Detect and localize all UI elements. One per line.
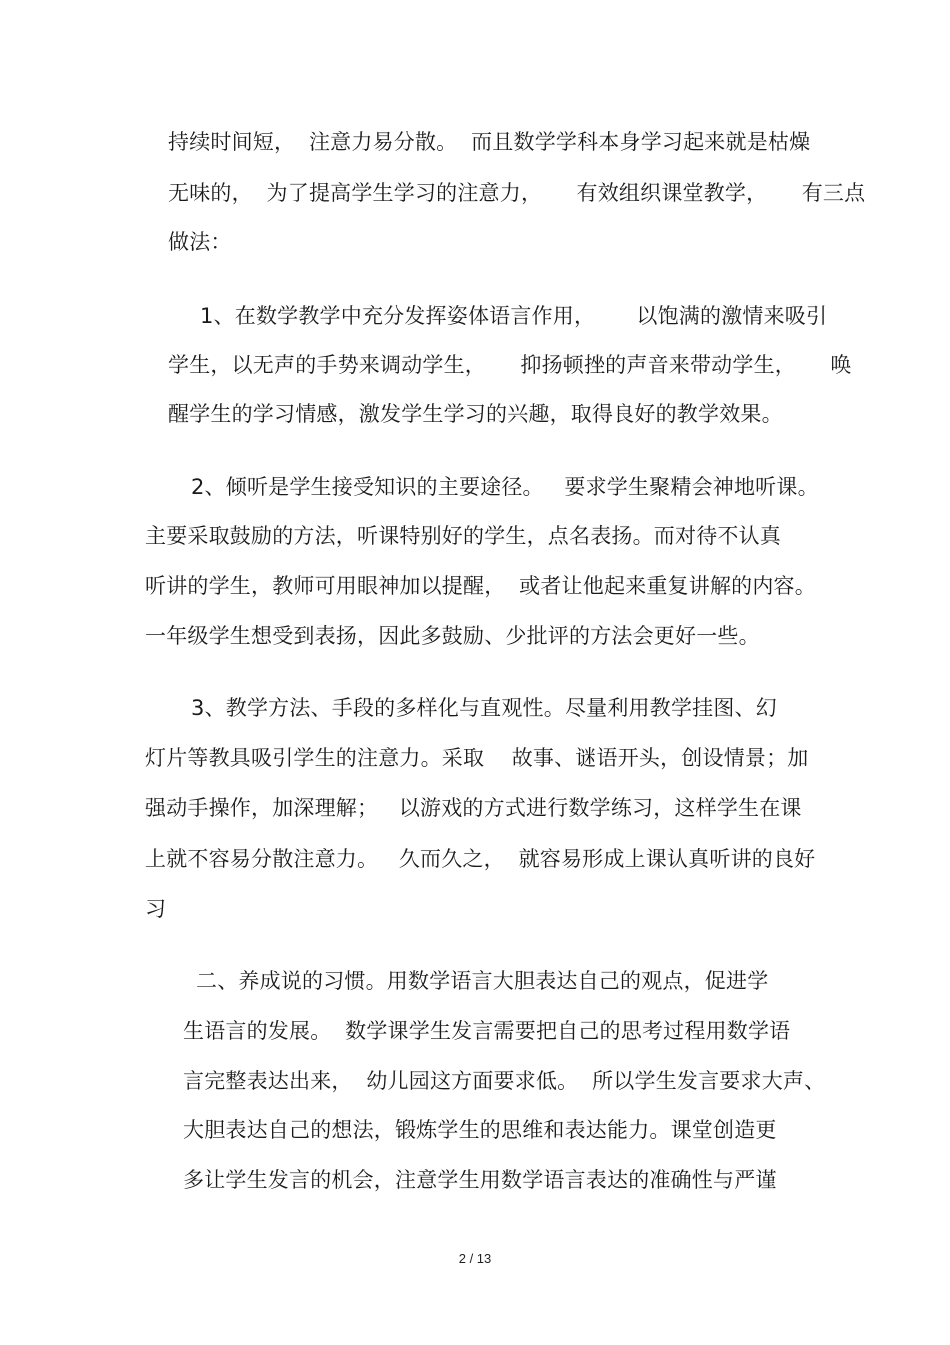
text-line: 上就不容易分散注意力。 久而久之， 就容易形成上课认真听讲的良好 — [145, 847, 816, 871]
text-line: 醒学生的学习情感，激发学生学习的兴趣，取得良好的教学效果。 — [168, 402, 783, 426]
text-line: 习 — [145, 897, 167, 921]
text-line: 多让学生发言的机会，注意学生用数学语言表达的准确性与严谨 — [183, 1168, 777, 1192]
text-line: 生语言的发展。 数学课学生发言需要把自己的思考过程用数学语 — [183, 1019, 791, 1043]
text-line: 强动手操作，加深理解； 以游戏的方式进行数学练习，这样学生在课 — [145, 796, 802, 820]
text-line: 无味的， 为了提高学生学习的注意力， 有效组织课堂教学， 有三点 — [168, 181, 866, 205]
text-line: 学生，以无声的手势来调动学生， 抑扬顿挫的声音来带动学生， 唤 — [168, 353, 852, 377]
text-line: 做法： — [168, 230, 232, 254]
text-line: 1、在数学教学中充分发挥姿体语言作用， 以饱满的激情来吸引 — [200, 304, 828, 328]
text-line: 二、养成说的习惯。用数学语言大胆表达自己的观点，促进学 — [196, 969, 769, 993]
text-line: 言完整表达出来， 幼儿园这方面要求低。 所以学生发言要求大声、 — [183, 1069, 826, 1093]
text-line: 大胆表达自己的想法，锻炼学生的思维和表达能力。课堂创造更 — [183, 1118, 777, 1142]
text-line: 持续时间短， 注意力易分散。 而且数学学科本身学习起来就是枯燥 — [168, 130, 811, 154]
text-line: 一年级学生想受到表扬，因此多鼓励、少批评的方法会更好一些。 — [145, 624, 760, 648]
text-line: 灯片等教具吸引学生的注意力。采取 故事、谜语开头，创设情景；加 — [145, 746, 809, 770]
text-line: 听讲的学生，教师可用眼神加以提醒， 或者让他起来重复讲解的内容。 — [145, 574, 816, 598]
text-line: 2、倾听是学生接受知识的主要途径。 要求学生聚精会神地听课。 — [191, 475, 819, 499]
page-number: 2 / 13 — [458, 1251, 492, 1266]
text-line: 3、教学方法、手段的多样化与直观性。尽量利用教学挂图、幻 — [191, 696, 777, 720]
text-line: 主要采取鼓励的方法，听课特别好的学生，点名表扬。而对待不认真 — [145, 524, 781, 548]
